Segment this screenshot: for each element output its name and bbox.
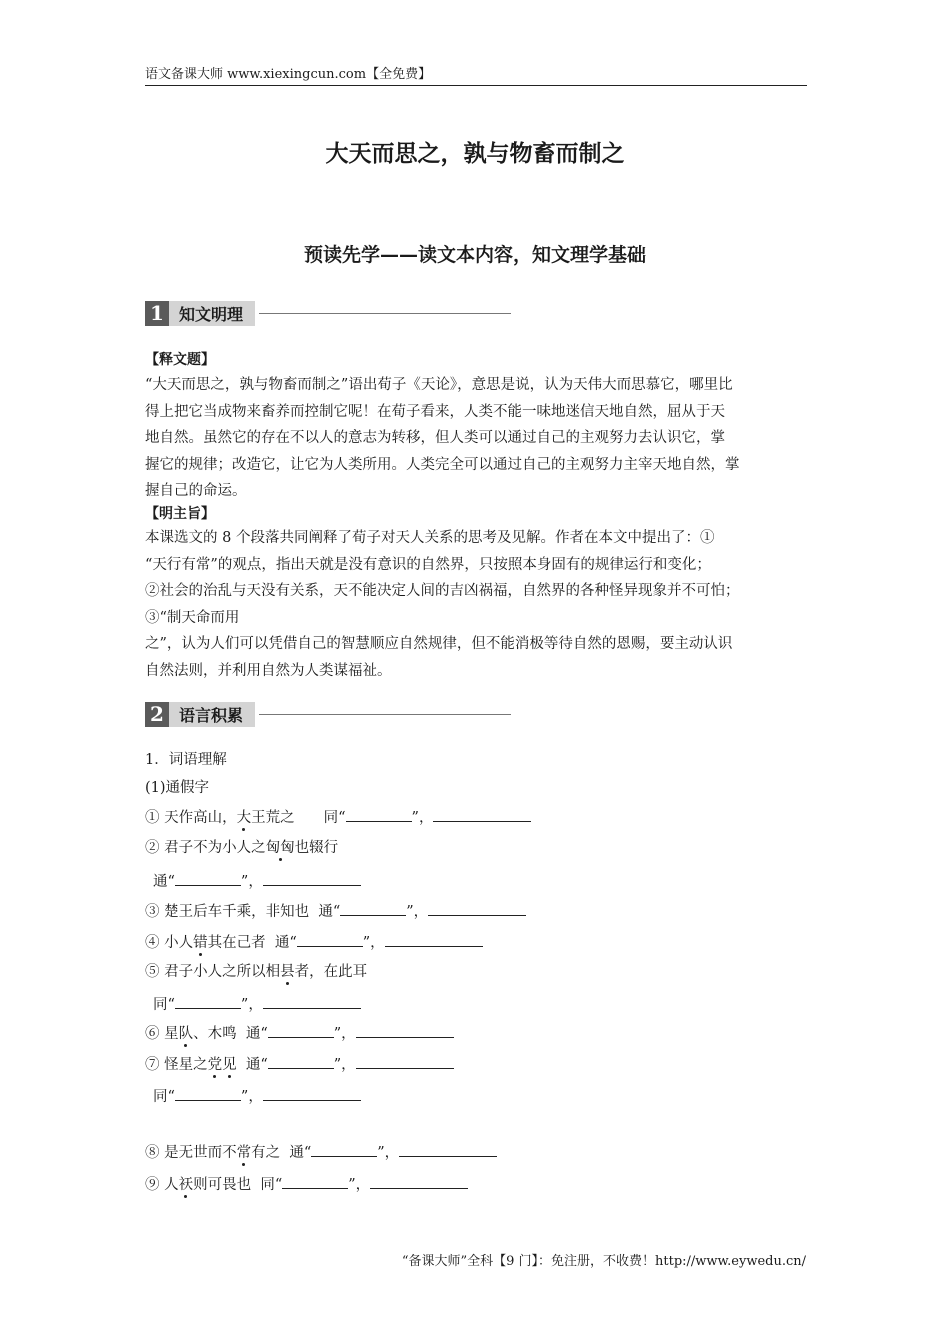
answer-blank[interactable] bbox=[268, 1022, 334, 1038]
page-footer: “备课大师”全科【9 门】：免注册，不收费！http://www.eywedu.cn/ bbox=[401, 1254, 806, 1269]
paragraph-line: 之”，认为人们可以凭借自己的智慧顺应自然规律，但不能消极等待自然的恩赐，要主动认识 bbox=[145, 636, 733, 652]
answer-blank[interactable] bbox=[356, 1053, 454, 1069]
page-title: 大天而思之，孰与物畜而制之 bbox=[325, 141, 625, 167]
answer-blank[interactable] bbox=[268, 1053, 334, 1069]
emphasis-char: 大 bbox=[236, 810, 252, 826]
emphasis-char: 县 bbox=[280, 964, 295, 980]
exercise-item-7-answer: 同“ ”， bbox=[153, 1085, 361, 1107]
answer-blank[interactable] bbox=[433, 806, 531, 822]
answer-blank[interactable] bbox=[399, 1141, 497, 1157]
answer-blank[interactable] bbox=[263, 993, 361, 1009]
exercise-item-4: ④ 小人错其在己者 通“ ”， bbox=[145, 931, 483, 953]
section-number: 2 bbox=[145, 702, 169, 727]
exercise-item-8: ⑧ 是无世而不常有之 通“ ”， bbox=[145, 1141, 497, 1163]
shi-wen-ti-label: 【释文题】 bbox=[145, 352, 215, 368]
answer-blank[interactable] bbox=[346, 806, 412, 822]
exercise-item-9: ⑨ 人祆则可畏也 同“ ”， bbox=[145, 1173, 468, 1195]
section-number: 1 bbox=[145, 301, 169, 326]
exercise-item-2: ② 君子不为小人之匈匈也辍行 bbox=[145, 840, 339, 856]
exercise-item-5: ⑤ 君子小人之所以相县者，在此耳 bbox=[145, 964, 368, 980]
paragraph-line: 本课选文的 8 个段落共同阐释了荀子对天人关系的思考及见解。作者在本文中提出了：① bbox=[145, 530, 715, 546]
answer-blank[interactable] bbox=[282, 1173, 348, 1189]
answer-blank[interactable] bbox=[175, 870, 241, 886]
paragraph-line: 自然法则，并利用自然为人类谋福祉。 bbox=[145, 662, 392, 679]
paragraph-line: “大天而思之，孰与物畜而制之”语出荀子《天论》，意思是说，认为天伟大而思慕它，哪里比 bbox=[145, 377, 733, 393]
paragraph-line: “天行有常”的观点，指出天就是没有意识的自然界，只按照本身固有的规律运行和变化； bbox=[145, 556, 711, 573]
emphasis-char: 错 bbox=[193, 935, 208, 951]
exercise-item-3: ③ 楚王后车千乘，非知也 通“ ”， bbox=[145, 900, 526, 922]
section-zhi-wen-ming-li bbox=[145, 300, 511, 326]
emphasis-char: 常 bbox=[236, 1145, 252, 1161]
ming-zhu-zhi-label: 【明主旨】 bbox=[145, 506, 215, 522]
answer-blank[interactable] bbox=[385, 931, 483, 947]
answer-blank[interactable] bbox=[311, 1141, 377, 1157]
paragraph-line: ③“制天命而用 bbox=[145, 609, 240, 626]
paragraph-line: 握自己的命运。 bbox=[145, 483, 247, 499]
answer-blank[interactable] bbox=[263, 1085, 361, 1101]
paragraph-line: ②社会的治乱与天没有关系，天不能决定人间的吉凶祸福，自然界的各种怪异现象并不可怕； bbox=[145, 583, 740, 599]
vocab-heading: 1．词语理解 bbox=[145, 752, 227, 768]
exercise-item-1: ① 天作高山，大王荒之 同“ ”， bbox=[145, 806, 531, 828]
answer-blank[interactable] bbox=[263, 870, 361, 886]
page-subtitle: 预读先学——读文本内容，知文理学基础 bbox=[303, 244, 646, 266]
paragraph-line: 地自然。虽然它的存在不以人的意志为转移，但人类可以通过自己的主观努力去认识它，掌 bbox=[145, 430, 725, 446]
section-label: 知文明理 bbox=[169, 301, 255, 326]
answer-blank[interactable] bbox=[175, 1085, 241, 1101]
page-header: 语文备课大师 www.xiexingcun.com【全免费】 bbox=[145, 66, 807, 86]
emphasis-char: 队 bbox=[178, 1026, 194, 1042]
answer-blank[interactable] bbox=[428, 900, 526, 916]
answer-blank[interactable] bbox=[356, 1022, 454, 1038]
exercise-item-7: ⑦ 怪星之党见 通“ ”， bbox=[145, 1053, 454, 1075]
section-label: 语言积累 bbox=[169, 702, 255, 727]
emphasis-char: 见 bbox=[222, 1057, 237, 1073]
emphasis-char: 祆 bbox=[178, 1177, 194, 1193]
vocab-subheading: (1)通假字 bbox=[145, 780, 210, 796]
paragraph-line: 握它的规律；改造它，让它为人类所用。人类完全可以通过自己的主观努力主宰天地自然，掌 bbox=[145, 456, 740, 473]
section-divider bbox=[259, 313, 511, 314]
emphasis-char: 党 bbox=[207, 1057, 223, 1073]
section-divider bbox=[259, 714, 511, 715]
shi-wen-ti-paragraph bbox=[145, 372, 810, 505]
answer-blank[interactable] bbox=[175, 993, 241, 1009]
paragraph-line: 得上把它当成物来畜养而控制它呢！在荀子看来，人类不能一味地迷信天地自然，屈从于天 bbox=[145, 403, 725, 420]
answer-blank[interactable] bbox=[370, 1173, 468, 1189]
answer-blank[interactable] bbox=[297, 931, 363, 947]
answer-blank[interactable] bbox=[340, 900, 406, 916]
section-yu-yan-ji-lei bbox=[145, 701, 511, 727]
exercise-item-2-answer: 通“ ”， bbox=[153, 870, 361, 892]
ming-zhu-zhi-paragraph bbox=[145, 525, 810, 684]
exercise-item-5-answer: 同“ ”， bbox=[153, 993, 361, 1015]
emphasis-char: 匈匈 bbox=[265, 840, 295, 856]
exercise-item-6: ⑥ 星队、木鸣 通“ ”， bbox=[145, 1022, 454, 1044]
